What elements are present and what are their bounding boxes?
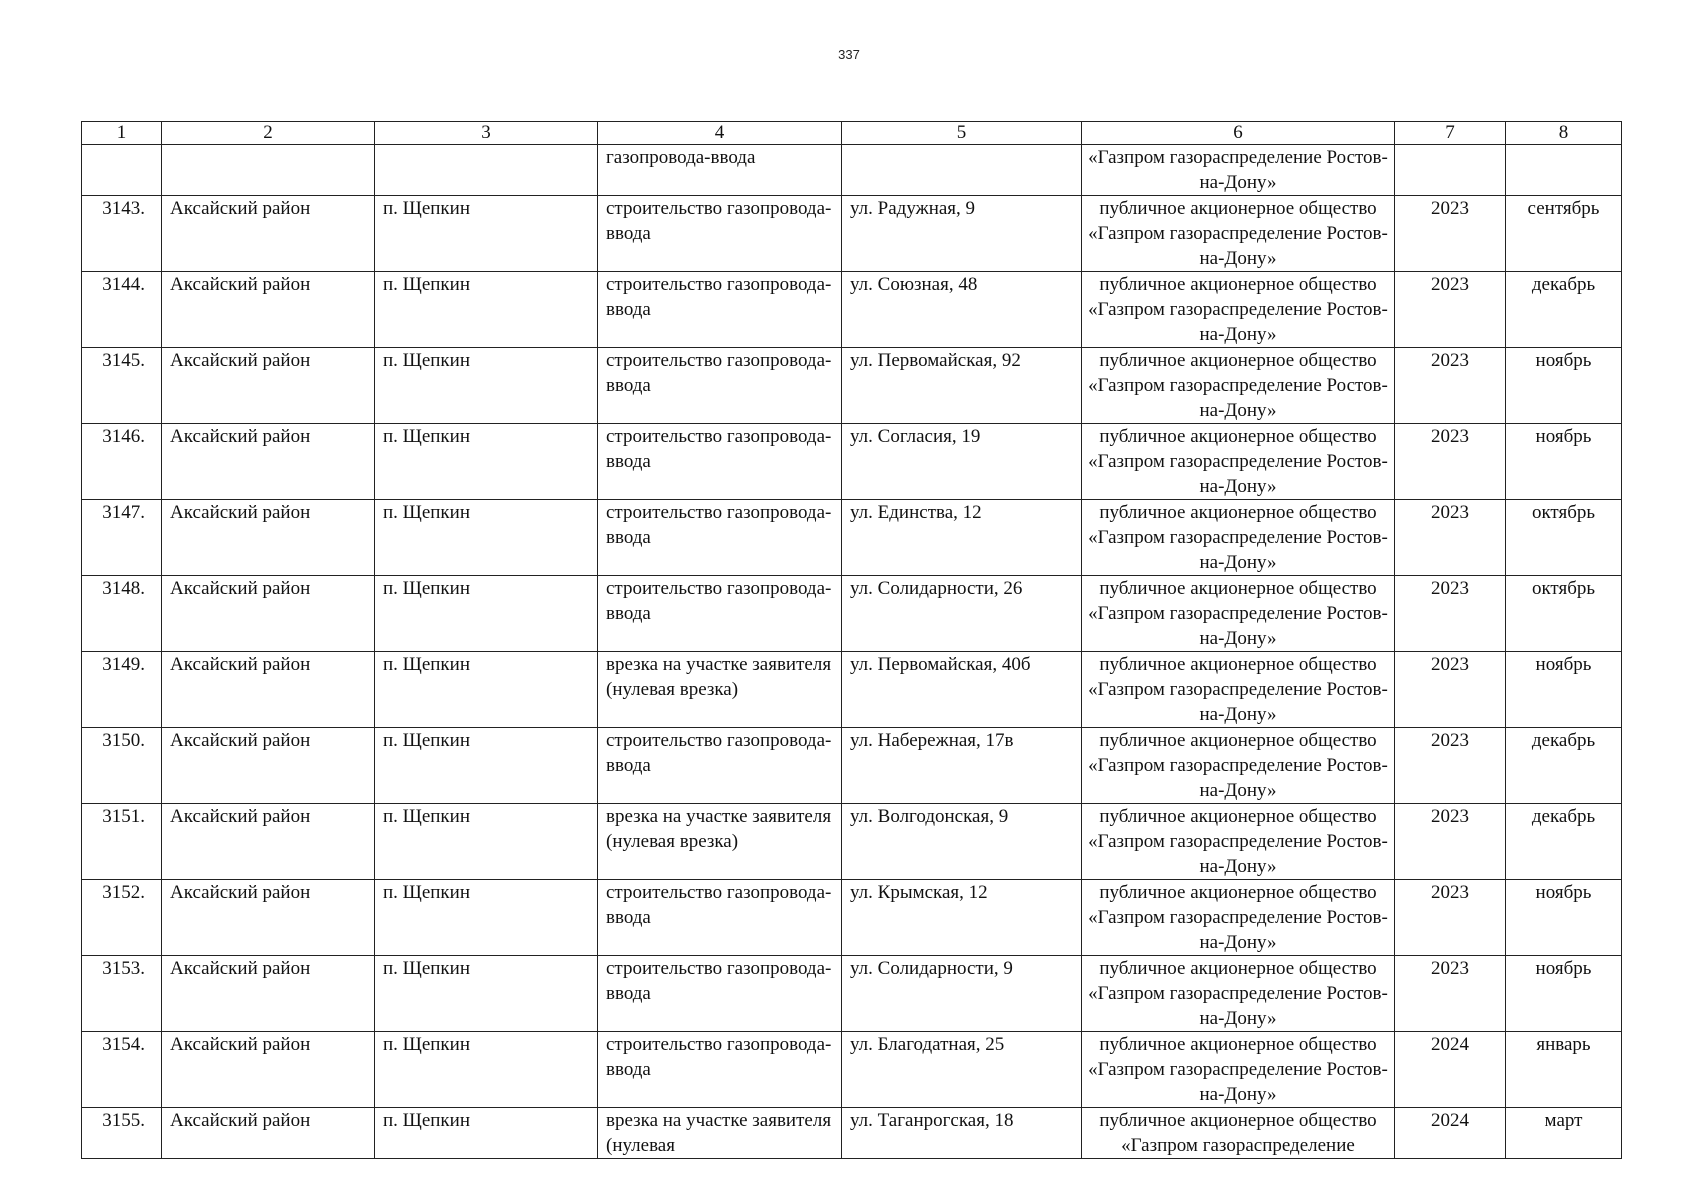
cell-settlement: п. Щепкин [375,1032,598,1108]
table-row [82,424,1622,500]
cell-settlement [375,145,598,196]
cell-work: врезка на участке заявителя (нулевая врезка) [598,652,842,728]
cell-district: Аксайский район [162,880,375,956]
column-header: 6 [1082,122,1395,145]
cell-district: Аксайский район [162,272,375,348]
cell-number: 3152. [82,880,162,956]
cell-district: Аксайский район [162,576,375,652]
cell-number [82,145,162,196]
continuation-row [82,145,1622,196]
cell-organization: публичное акционерное общество «Газпром газораспределение Ростов-на-Дону» [1082,956,1395,1032]
cell-address: ул. Набережная, 17в [842,728,1082,804]
cell-year: 2023 [1395,956,1506,1032]
cell-address: ул. Союзная, 48 [842,272,1082,348]
cell-settlement: п. Щепкин [375,728,598,804]
cell-address [842,145,1082,196]
cell-month: декабрь [1506,728,1622,804]
table-row [82,1108,1622,1159]
cell-month [1506,145,1622,196]
cell-address: ул. Радужная, 9 [842,196,1082,272]
cell-settlement: п. Щепкин [375,576,598,652]
cell-work: строительство газопровода-ввода [598,272,842,348]
cell-month: январь [1506,1032,1622,1108]
cell-year: 2023 [1395,424,1506,500]
cell-organization: публичное акционерное общество «Газпром газораспределение Ростов-на-Дону» [1082,424,1395,500]
cell-month: сентябрь [1506,196,1622,272]
cell-year: 2023 [1395,348,1506,424]
cell-year: 2024 [1395,1032,1506,1108]
cell-number: 3151. [82,804,162,880]
cell-district: Аксайский район [162,728,375,804]
cell-organization: публичное акционерное общество «Газпром газораспределение Ростов-на-Дону» [1082,728,1395,804]
cell-address: ул. Таганрогская, 18 [842,1108,1082,1159]
cell-organization: публичное акционерное общество «Газпром газораспределение Ростов-на-Дону» [1082,576,1395,652]
cell-district: Аксайский район [162,424,375,500]
cell-number: 3147. [82,500,162,576]
table-row [82,804,1622,880]
cell-work: строительство газопровода-ввода [598,1032,842,1108]
cell-work: строительство газопровода-ввода [598,956,842,1032]
cell-address: ул. Согласия, 19 [842,424,1082,500]
cell-month: октябрь [1506,576,1622,652]
cell-organization: публичное акционерное общество «Газпром газораспределение Ростов-на-Дону» [1082,880,1395,956]
cell-month: март [1506,1108,1622,1159]
cell-settlement: п. Щепкин [375,272,598,348]
table-row [82,576,1622,652]
cell-year: 2023 [1395,576,1506,652]
cell-organization: публичное акционерное общество «Газпром газораспределение Ростов-на-Дону» [1082,500,1395,576]
cell-work: врезка на участке заявителя (нулевая врезка) [598,804,842,880]
cell-year: 2023 [1395,728,1506,804]
cell-settlement: п. Щепкин [375,880,598,956]
cell-settlement: п. Щепкин [375,348,598,424]
cell-number: 3145. [82,348,162,424]
cell-address: ул. Первомайская, 92 [842,348,1082,424]
cell-number: 3150. [82,728,162,804]
cell-number: 3143. [82,196,162,272]
table-row [82,652,1622,728]
cell-organization: публичное акционерное общество «Газпром газораспределение Ростов-на-Дону» [1082,272,1395,348]
cell-organization: публичное акционерное общество «Газпром газораспределение [1082,1108,1395,1159]
cell-organization: публичное акционерное общество «Газпром газораспределение Ростов-на-Дону» [1082,196,1395,272]
page-number: 337 [838,47,860,62]
column-header: 5 [842,122,1082,145]
column-header: 7 [1395,122,1506,145]
cell-year: 2024 [1395,1108,1506,1159]
cell-address: ул. Солидарности, 26 [842,576,1082,652]
cell-work: строительство газопровода-ввода [598,576,842,652]
cell-organization: «Газпром газораспределение Ростов-на-Дону» [1082,145,1395,196]
cell-settlement: п. Щепкин [375,1108,598,1159]
table-row [82,880,1622,956]
cell-district: Аксайский район [162,652,375,728]
cell-organization: публичное акционерное общество «Газпром газораспределение Ростов-на-Дону» [1082,652,1395,728]
table-row [82,956,1622,1032]
cell-organization: публичное акционерное общество «Газпром газораспределение Ростов-на-Дону» [1082,1032,1395,1108]
cell-month: ноябрь [1506,424,1622,500]
cell-number: 3149. [82,652,162,728]
cell-year: 2023 [1395,652,1506,728]
cell-work: строительство газопровода-ввода [598,500,842,576]
table-row [82,196,1622,272]
cell-district: Аксайский район [162,500,375,576]
cell-work: строительство газопровода-ввода [598,348,842,424]
table-row [82,1032,1622,1108]
cell-month: декабрь [1506,272,1622,348]
cell-number: 3155. [82,1108,162,1159]
cell-address: ул. Первомайская, 40б [842,652,1082,728]
column-header: 4 [598,122,842,145]
cell-district: Аксайский район [162,804,375,880]
cell-month: ноябрь [1506,956,1622,1032]
cell-year: 2023 [1395,804,1506,880]
table-row [82,728,1622,804]
cell-settlement: п. Щепкин [375,196,598,272]
header-row [82,122,1622,145]
cell-number: 3146. [82,424,162,500]
table-row [82,348,1622,424]
cell-work: газопровода-ввода [598,145,842,196]
cell-settlement: п. Щепкин [375,424,598,500]
table-row [82,272,1622,348]
cell-address: ул. Крымская, 12 [842,880,1082,956]
cell-month: ноябрь [1506,652,1622,728]
cell-district [162,145,375,196]
cell-month: ноябрь [1506,880,1622,956]
cell-number: 3148. [82,576,162,652]
cell-work: врезка на участке заявителя (нулевая [598,1108,842,1159]
data-table [81,121,1622,1159]
cell-district: Аксайский район [162,1032,375,1108]
cell-address: ул. Благодатная, 25 [842,1032,1082,1108]
cell-month: ноябрь [1506,348,1622,424]
cell-address: ул. Волгодонская, 9 [842,804,1082,880]
cell-work: строительство газопровода-ввода [598,424,842,500]
cell-month: декабрь [1506,804,1622,880]
cell-year: 2023 [1395,272,1506,348]
column-header: 1 [82,122,162,145]
cell-district: Аксайский район [162,196,375,272]
column-header: 3 [375,122,598,145]
table-row [82,500,1622,576]
column-header: 8 [1506,122,1622,145]
cell-month: октябрь [1506,500,1622,576]
cell-work: строительство газопровода-ввода [598,196,842,272]
cell-settlement: п. Щепкин [375,500,598,576]
cell-number: 3154. [82,1032,162,1108]
cell-year: 2023 [1395,500,1506,576]
cell-year [1395,145,1506,196]
cell-number: 3144. [82,272,162,348]
cell-address: ул. Единства, 12 [842,500,1082,576]
cell-organization: публичное акционерное общество «Газпром газораспределение Ростов-на-Дону» [1082,348,1395,424]
cell-district: Аксайский район [162,1108,375,1159]
cell-year: 2023 [1395,880,1506,956]
cell-organization: публичное акционерное общество «Газпром газораспределение Ростов-на-Дону» [1082,804,1395,880]
cell-work: строительство газопровода-ввода [598,880,842,956]
cell-district: Аксайский район [162,348,375,424]
column-header: 2 [162,122,375,145]
cell-settlement: п. Щепкин [375,956,598,1032]
cell-address: ул. Солидарности, 9 [842,956,1082,1032]
cell-district: Аксайский район [162,956,375,1032]
cell-settlement: п. Щепкин [375,804,598,880]
cell-work: строительство газопровода-ввода [598,728,842,804]
cell-year: 2023 [1395,196,1506,272]
cell-settlement: п. Щепкин [375,652,598,728]
cell-number: 3153. [82,956,162,1032]
